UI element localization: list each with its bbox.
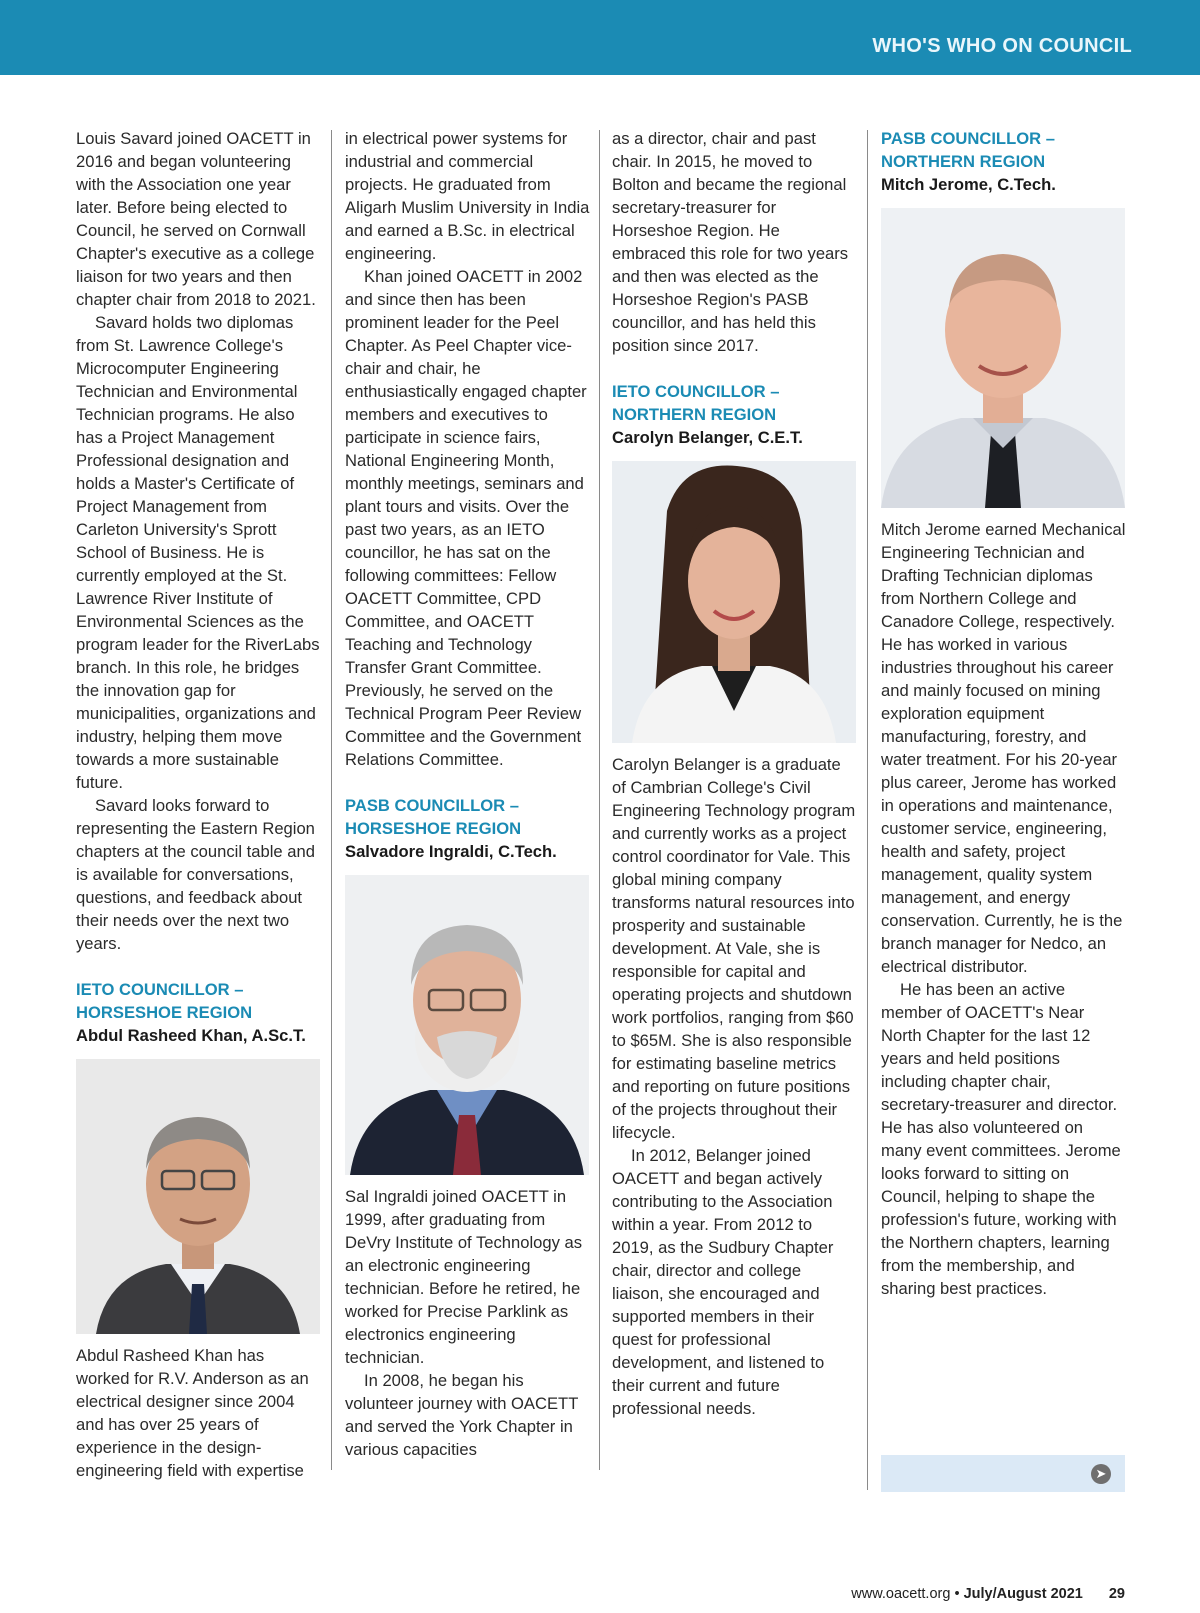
councillor-heading: [76, 978, 321, 1024]
heading-line: IETO COUNCILLOR –: [76, 980, 244, 999]
arrow-right-circle-icon[interactable]: ➤: [1091, 1464, 1111, 1484]
heading-line: HORSESHOE REGION: [345, 819, 522, 838]
portrait-photo: [881, 208, 1125, 508]
article-column-4: [881, 127, 1126, 1300]
councillor-name: Carolyn Belanger, C.E.T.: [612, 428, 803, 447]
page-footer: [851, 1586, 1125, 1602]
councillor-heading: [345, 794, 590, 840]
paragraph: Louis Savard joined OACETT in 2016 and began volunteering with the Association one year later. Before being elected to Council, he served on Cornwall Chapter's executive as a college liaison for two years and then chapter chair from 2018 to 2021.: [76, 129, 316, 309]
website-url[interactable]: www.oacett.org: [851, 1586, 951, 1602]
paragraph: Sal Ingraldi joined OACETT in 1999, after graduating from DeVry Institute of Technology as an electronic engineering technician. Before he retired, he worked for Precise Parklink as electronics engineering technician.: [345, 1187, 583, 1367]
issue-date: July/August 2021: [963, 1586, 1083, 1602]
paragraph: Khan joined OACETT in 2002 and since then has been prominent leader for the Peel Chapter. As Peel Chapter vice-chair and chair, he enthusiastically engaged chapter members and executives to participate in science fairs, National Engineering Month, monthly meetings, seminars and plant tours and visits. Over the past two years, as an IETO councillor, he has sat on the following committees: Fellow OACETT Committee, CPD Committee, and OACETT Teaching and Technology Transfer Grant Committee. Previously, he served on the Technical Program Peer Review Committee and the Government Relations Committee.: [345, 267, 587, 769]
councillor-heading: [881, 127, 1126, 173]
column-divider: [331, 130, 332, 1470]
heading-line: PASB COUNCILLOR –: [881, 129, 1055, 148]
heading-line: HORSESHOE REGION: [76, 1003, 253, 1022]
councillor-name: Abdul Rasheed Khan, A.Sc.T.: [76, 1026, 306, 1045]
paragraph: in electrical power systems for industrial and commercial projects. He graduated from Aligarh Muslim University in India and earned a B.Sc. in electrical engineering.: [345, 129, 590, 263]
article-column-3: [612, 127, 857, 1420]
footer-separator: •: [954, 1586, 960, 1602]
heading-line: NORTHERN REGION: [612, 405, 777, 424]
paragraph: In 2008, he began his volunteer journey with OACETT and served the York Chapter in various capacities: [345, 1371, 579, 1459]
heading-line: PASB COUNCILLOR –: [345, 796, 519, 815]
header-bar: [0, 0, 1200, 75]
paragraph: Carolyn Belanger is a graduate of Cambrian College's Civil Engineering Technology program and currently works as a project control coordinator for Vale. This global mining company transforms natural resources into prosperity and sustainable development. At Vale, she is responsible for capital and operating projects and shutdown work portfolios, ranging from $60 to $65M. She is also responsible for estimating baseline metrics and reporting on future positions of the projects throughout their lifecycle.: [612, 755, 856, 1142]
page-number: 29: [1108, 1586, 1125, 1602]
article-column-1: [76, 127, 321, 1482]
paragraph: He has been an active member of OACETT's Near North Chapter for the last 12 years and held positions including chapter chair, secretary-treasurer and director. He has also volunteered on many event committees. Jerome looks forward to sitting on Council, helping to shape the profession's future, working with the Northern chapters, learning from the membership, and sharing best practices.: [881, 980, 1121, 1298]
article-column-2: [345, 127, 590, 1461]
portrait-photo: [76, 1059, 320, 1334]
paragraph: Savard looks forward to representing the Eastern Region chapters at the council table and is available for conversations, questions, and feedback about their needs over the next two years.: [76, 796, 315, 953]
section-title: WHO'S WHO ON COUNCIL: [872, 35, 1132, 57]
paragraph: Abdul Rasheed Khan has worked for R.V. Anderson as an electrical designer since 2004 and has over 25 years of experience in the design-engineering field with expertise: [76, 1346, 309, 1480]
portrait-photo: [612, 461, 856, 743]
paragraph: Mitch Jerome earned Mechanical Engineering Technician and Drafting Technician diplomas from Northern College and Canadore College, respectively. He has worked in various industries throughout his career and mainly focused on mining exploration equipment manufacturing, forestry, and water treatment. For his 20-year plus career, Jerome has worked in operations and maintenance, customer service, engineering, health and safety, project management, quality system management, and energy conservation. Currently, he is the branch manager for Nedco, an electrical distributor.: [881, 520, 1126, 976]
paragraph: as a director, chair and past chair. In 2015, he moved to Bolton and became the regional secretary-treasurer for Horseshoe Region. He embraced this role for two years and then was elected as the Horseshoe Region's PASB councillor, and has held this position since 2017.: [612, 129, 849, 355]
councillor-heading: [612, 380, 857, 426]
portrait-photo: [345, 875, 589, 1175]
column-divider: [867, 130, 868, 1490]
councillor-name: Salvadore Ingraldi, C.Tech.: [345, 842, 557, 861]
paragraph: Savard holds two diplomas from St. Lawrence College's Microcomputer Engineering Technician and Environmental Technician programs. He also has a Project Management Professional designation and holds a Master's Certificate of Project Management from Carleton University's Sprott School of Business. He is currently employed at the St. Lawrence River Institute of Environmental Sciences as the program leader for the RiverLabs branch. In this role, he bridges the innovation gap for municipalities, organizations and industry, helping them move towards a more sustainable future.: [76, 313, 320, 792]
heading-line: NORTHERN REGION: [881, 152, 1046, 171]
column-divider: [599, 130, 600, 1470]
continue-box[interactable]: [881, 1455, 1125, 1492]
councillor-name: Mitch Jerome, C.Tech.: [881, 175, 1056, 194]
paragraph: In 2012, Belanger joined OACETT and began actively contributing to the Association within a year. From 2012 to 2019, as the Sudbury Chapter chair, director and college liaison, she encouraged and supported members in their quest for professional development, and listened to their current and future professional needs.: [612, 1146, 834, 1418]
heading-line: IETO COUNCILLOR –: [612, 382, 780, 401]
